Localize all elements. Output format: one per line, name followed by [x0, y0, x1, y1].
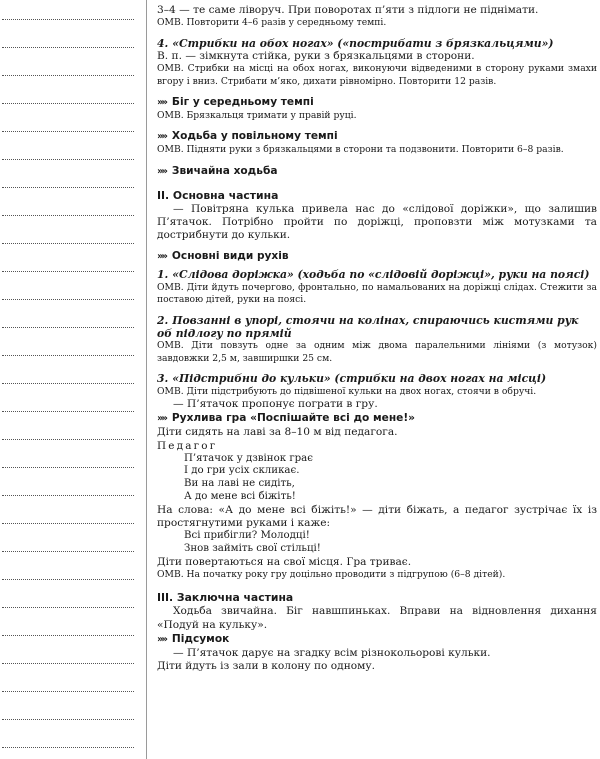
note-line — [2, 215, 134, 216]
double-arrow-icon: »» — [157, 97, 166, 109]
text-line: — П’ятачок пропонує пограти в гру. — [173, 398, 378, 411]
subheading-walk — [157, 164, 597, 179]
exercise-title: «Підстрибни до кульки» (стрибки на двох ногах на місці) — [172, 372, 547, 386]
text-paragraph: — Повітряна кулька привела нас до «слідової доріжки», що залишив П’ятачок. Потрібно пройти по доріжці, проповзти між мотузками та дострибнути до кульки. — [157, 202, 597, 242]
note-line — [2, 187, 134, 188]
poem-line: І до гри усіх скликає. — [184, 465, 300, 477]
section-heading-final: III. Заключна частина — [157, 591, 294, 605]
exercise-number: 2. — [157, 313, 169, 327]
text-line: В. п. — зімкнута стійка, руки з брязкальцями в сторони. — [157, 50, 475, 63]
exercise-number: 3. — [157, 372, 169, 386]
note-line — [2, 663, 134, 664]
note-line — [2, 243, 134, 244]
exercise-title: «Стрибки на обох ногах» («пострибати з брязкальцями») — [172, 36, 554, 50]
subheading-slow-walk — [157, 129, 597, 144]
subheading-text: Біг у середньому темпі — [171, 96, 314, 109]
note-line — [2, 355, 134, 356]
note-line — [2, 19, 134, 20]
note-line — [2, 383, 134, 384]
double-arrow-icon: »» — [157, 165, 166, 177]
note-line — [2, 691, 134, 692]
poem-line: Всі прибігли? Молодці! — [184, 530, 310, 542]
subheading-summary — [157, 632, 597, 647]
omv-note: ОМВ. Повторити 4–6 разів у середньому темпі. — [157, 17, 387, 29]
exercise-number: 1. — [157, 268, 169, 282]
text-line: 3–4 — те саме ліворуч. При поворотах п’яти з підлоги не піднімати. — [157, 4, 539, 16]
note-margin — [0, 0, 140, 759]
double-arrow-icon: »» — [157, 131, 166, 143]
note-line — [2, 635, 134, 636]
section-heading-main: II. Основна частина — [157, 188, 279, 202]
note-line — [2, 299, 134, 300]
text-line: Діти сидять на лаві за 8–10 м від педагога. — [157, 426, 398, 439]
note-line — [2, 579, 134, 580]
subheading-text: Рухлива гра «Поспішайте всі до мене!» — [171, 412, 416, 425]
poem-line: Знов займіть свої стільці! — [184, 542, 321, 554]
margin-rule — [146, 0, 147, 759]
note-line — [2, 75, 134, 76]
subheading-text: Основні види рухів — [171, 250, 289, 263]
omv-note: ОМВ. Стрибки на місці на обох ногах, виконуючи відведеними в сторону руками змахи вгору і вниз. Стрибати м’яко, дихати рівномірно. Повторити 12 разів. — [157, 63, 597, 87]
note-line — [2, 719, 134, 720]
note-line — [2, 523, 134, 524]
note-line — [2, 103, 134, 104]
double-arrow-icon: »» — [157, 251, 166, 263]
note-line — [2, 551, 134, 552]
exercise-heading — [157, 314, 597, 341]
subheading-run — [157, 95, 597, 110]
text-line: — П’ятачок дарує на згадку всім різнокольорові кульки. — [173, 646, 491, 659]
note-line — [2, 131, 134, 132]
note-line — [2, 747, 134, 748]
subheading-text: Підсумок — [171, 632, 230, 645]
poem-line: А до мене всі біжіть! — [184, 490, 296, 502]
exercise-heading — [157, 372, 597, 385]
subheading-movements — [157, 249, 597, 264]
poem-line: П’ятачок у дзвінок грає — [184, 452, 313, 464]
text-line: Діти повертаються на свої місця. Гра триває. — [157, 555, 412, 568]
omv-note: ОМВ. Підняти руки з брязкальцями в сторони та подзвонити. Повторити 6–8 разів. — [157, 144, 564, 156]
teacher-label: Педагог — [157, 439, 218, 452]
note-line — [2, 47, 134, 48]
note-line — [2, 467, 134, 468]
omv-note: ОМВ. Брязкальця тримати у правій руці. — [157, 110, 357, 122]
note-line — [2, 495, 134, 496]
subheading-game — [157, 411, 597, 426]
note-line — [2, 411, 134, 412]
text-paragraph: Ходьба звичайна. Біг навшпиньках. Вправи на відновлення дихання «Подуй на кульку». — [157, 605, 597, 631]
text-paragraph: На слова: «А до мене всі біжіть!» — діти біжать, а педагог зустрічає їх із простягнутими руками і каже: — [157, 503, 597, 529]
exercise-number: 4. — [157, 36, 169, 50]
poem-line: Ви на лаві не сидіть, — [184, 478, 295, 490]
omv-note: ОМВ. На початку року гру доцільно проводити з підгрупою (6–8 дітей). — [157, 568, 506, 580]
exercise-title: «Слідова доріжка» (ходьба по «слідовій доріжці», руки на поясі) — [172, 268, 590, 282]
note-line — [2, 159, 134, 160]
exercise-heading — [157, 268, 597, 281]
exercise-title: Повзанні в упорі, стоячи на колінах, спираючись кистями рук об підлогу по прямій — [157, 313, 579, 341]
note-line — [2, 271, 134, 272]
double-arrow-icon: »» — [157, 633, 166, 645]
omv-note: ОМВ. Діти підстрибують до підвішеної кульки на двох ногах, стоячи в обручі. — [157, 385, 537, 397]
exercise-heading — [157, 37, 597, 50]
double-arrow-icon: »» — [157, 413, 166, 425]
page-content — [157, 4, 597, 673]
subheading-text: Ходьба у повільному темпі — [171, 130, 338, 143]
note-line — [2, 607, 134, 608]
omv-note: ОМВ. Діти йдуть почергово, фронтально, по намальованих на доріжці слідах. Стежити за поставою дітей, руки на поясі. — [157, 281, 597, 306]
text-line: Діти йдуть із зали в колону по одному. — [157, 659, 375, 672]
note-line — [2, 439, 134, 440]
subheading-text: Звичайна ходьба — [171, 164, 278, 177]
note-line — [2, 327, 134, 328]
omv-note: ОМВ. Діти повзуть одне за одним між двома паралельними лініями (з мотузок) завдовжки 2,5 м, завширшки 25 см. — [157, 340, 597, 364]
